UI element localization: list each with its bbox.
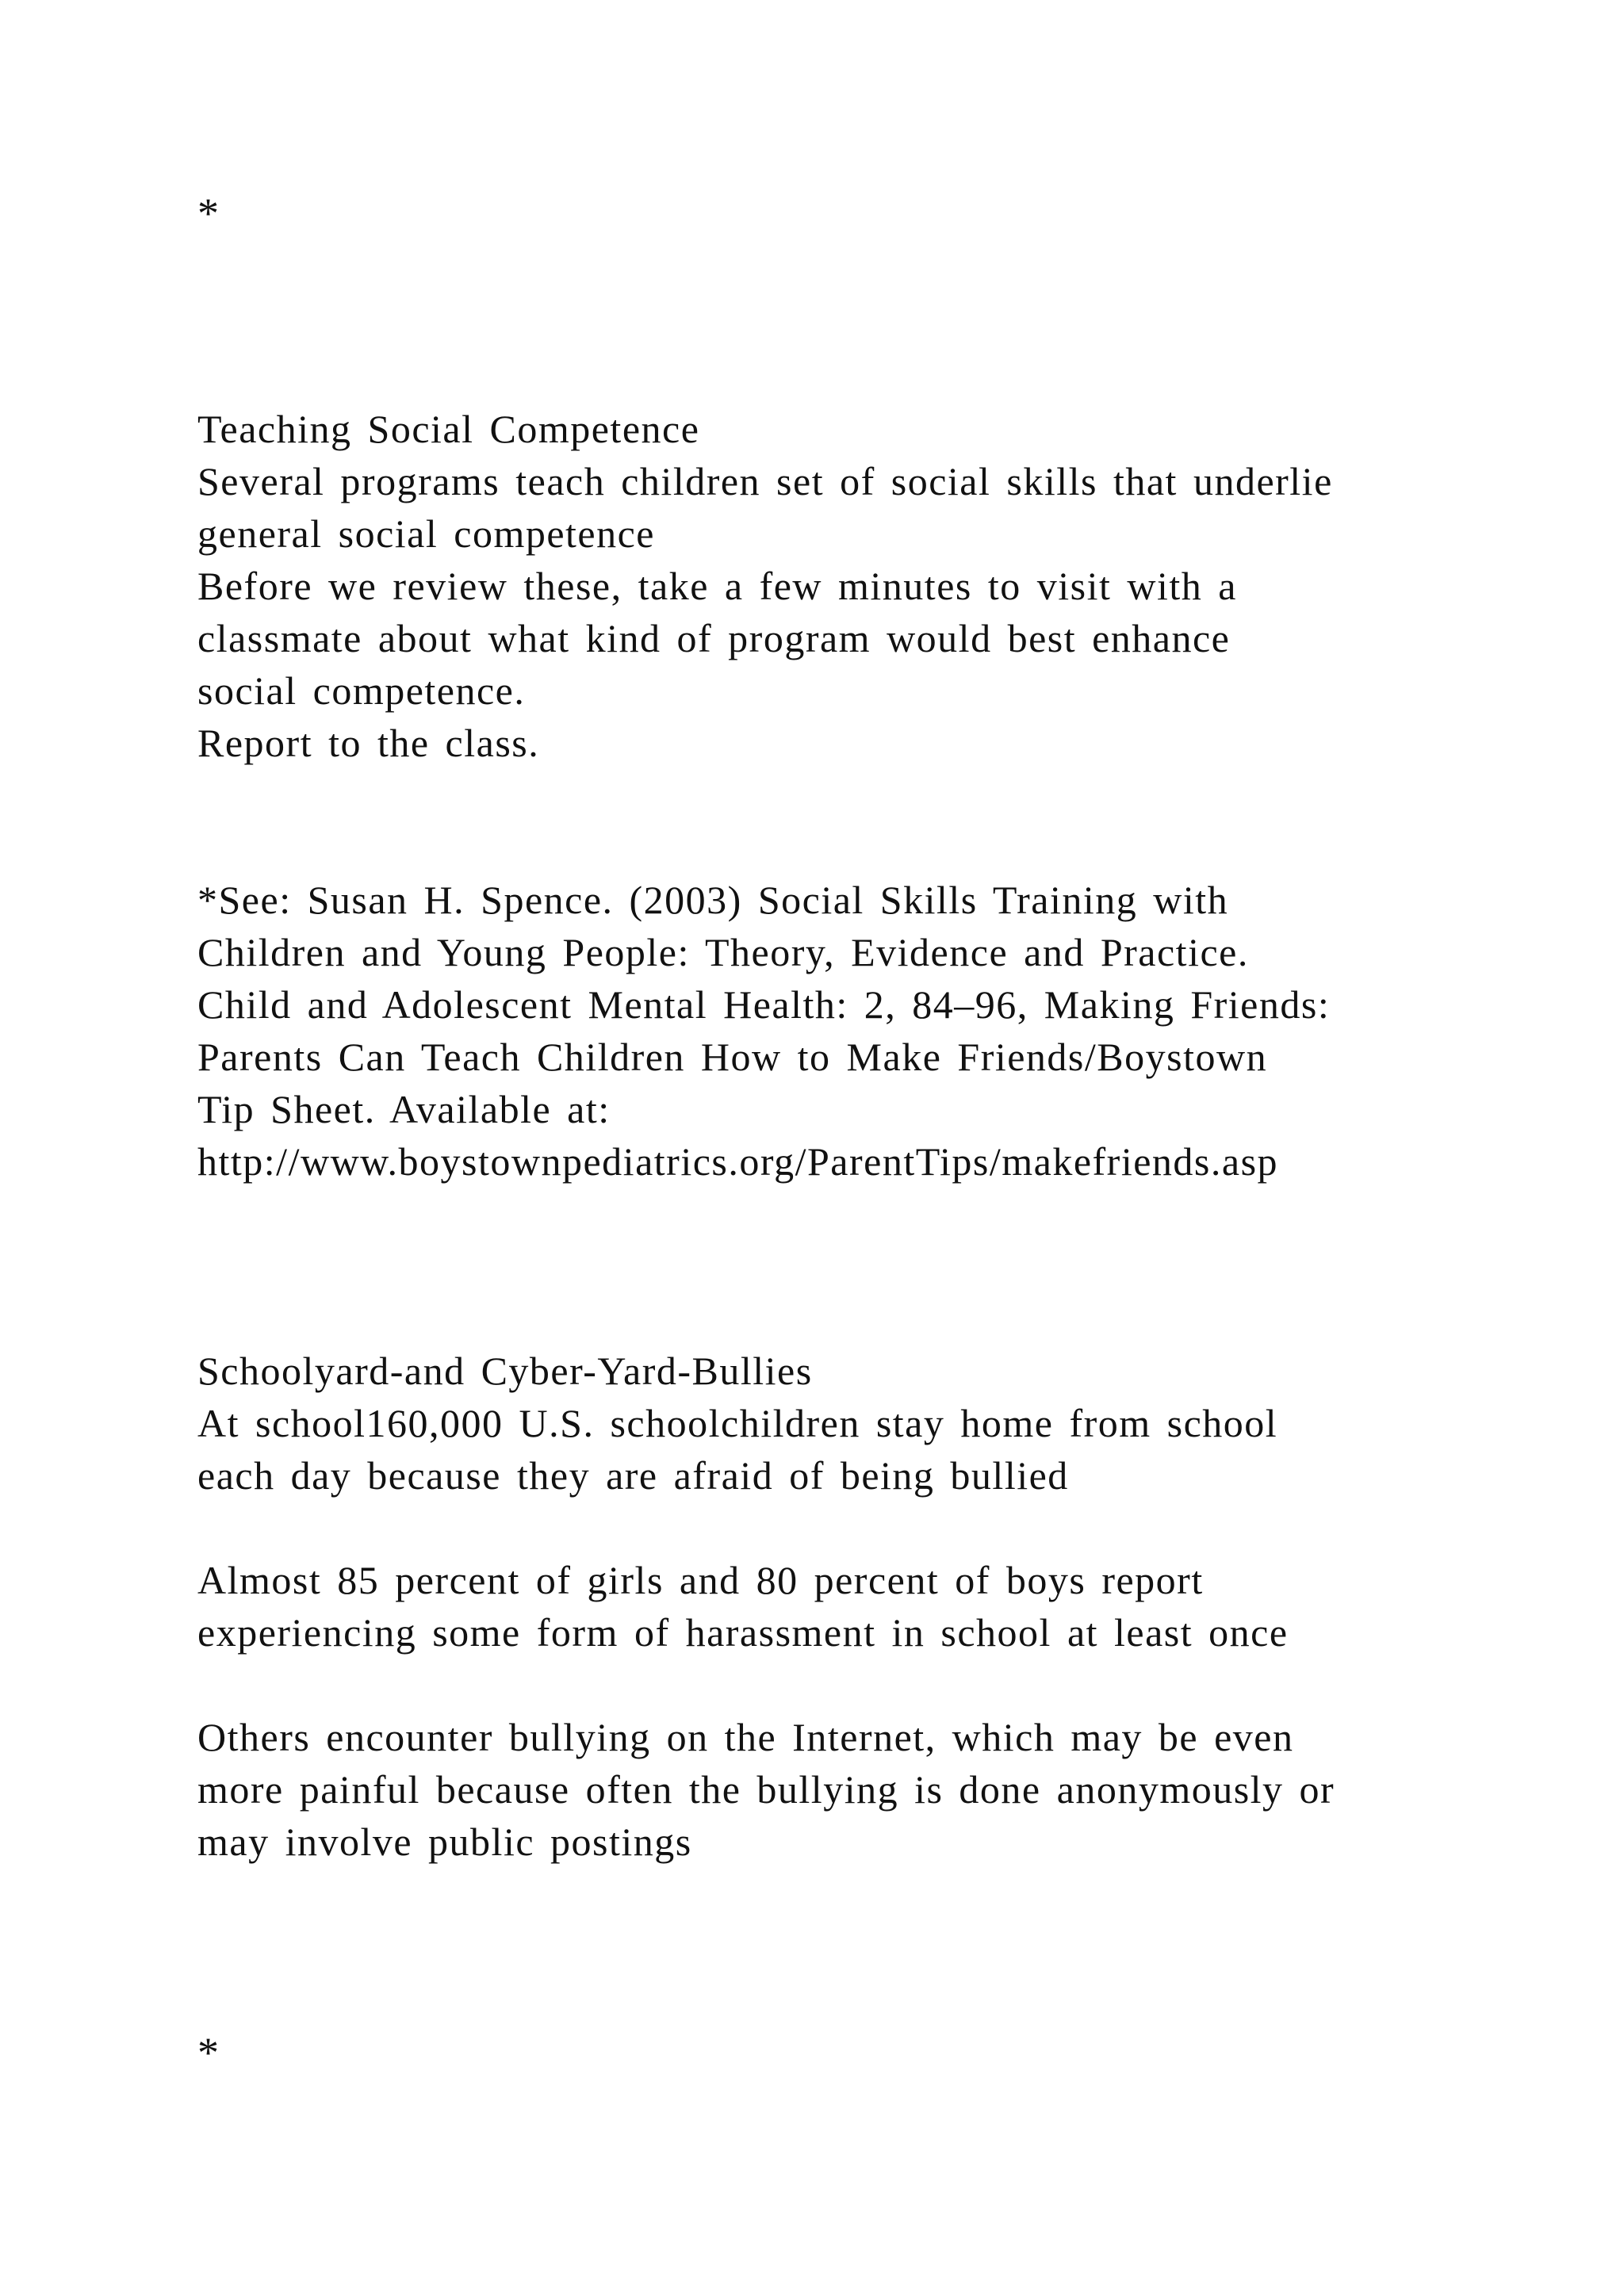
section2-line: At school160,000 U.S. schoolchildren stay home from school: [197, 1401, 1278, 1445]
section1-line: social competence.: [197, 668, 526, 713]
reference-url: http://www.boystownpediatrics.org/ParentTips/makefriends.asp: [197, 1139, 1279, 1184]
section2-line: may involve public postings: [197, 1820, 692, 1864]
section1-line: Several programs teach children set of social skills that underlie: [197, 459, 1333, 503]
bottom-asterisk-marker: *: [197, 2029, 219, 2076]
section1-line: Report to the class.: [197, 721, 540, 765]
section2-line: more painful because often the bullying is done anonymously or: [197, 1767, 1335, 1812]
section2-line: experiencing some form of harassment in school at least once: [197, 1610, 1289, 1655]
section1-line: classmate about what kind of program would best enhance: [197, 616, 1231, 660]
reference-line: *See: Susan H. Spence. (2003) Social Skills Training with: [197, 878, 1229, 922]
section-title-teaching-social-competence: Teaching Social Competence: [197, 407, 700, 451]
section2-line: Almost 85 percent of girls and 80 percent of boys report: [197, 1558, 1204, 1602]
reference-line: Tip Sheet. Available at:: [197, 1087, 611, 1131]
reference-line: Child and Adolescent Mental Health: 2, 84–96, Making Friends:: [197, 982, 1331, 1027]
section2-line: Others encounter bullying on the Internet, which may be even: [197, 1715, 1294, 1759]
top-asterisk-marker: *: [197, 189, 219, 237]
section1-line: general social competence: [197, 511, 655, 556]
reference-line: Children and Young People: Theory, Evidence and Practice.: [197, 930, 1249, 974]
section1-line: Before we review these, take a few minutes to visit with a: [197, 564, 1237, 608]
section2-line: each day because they are afraid of being bullied: [197, 1453, 1069, 1498]
section-title-bullies: Schoolyard-and Cyber-Yard-Bullies: [197, 1349, 813, 1393]
reference-line: Parents Can Teach Children How to Make Friends/Boystown: [197, 1035, 1268, 1079]
